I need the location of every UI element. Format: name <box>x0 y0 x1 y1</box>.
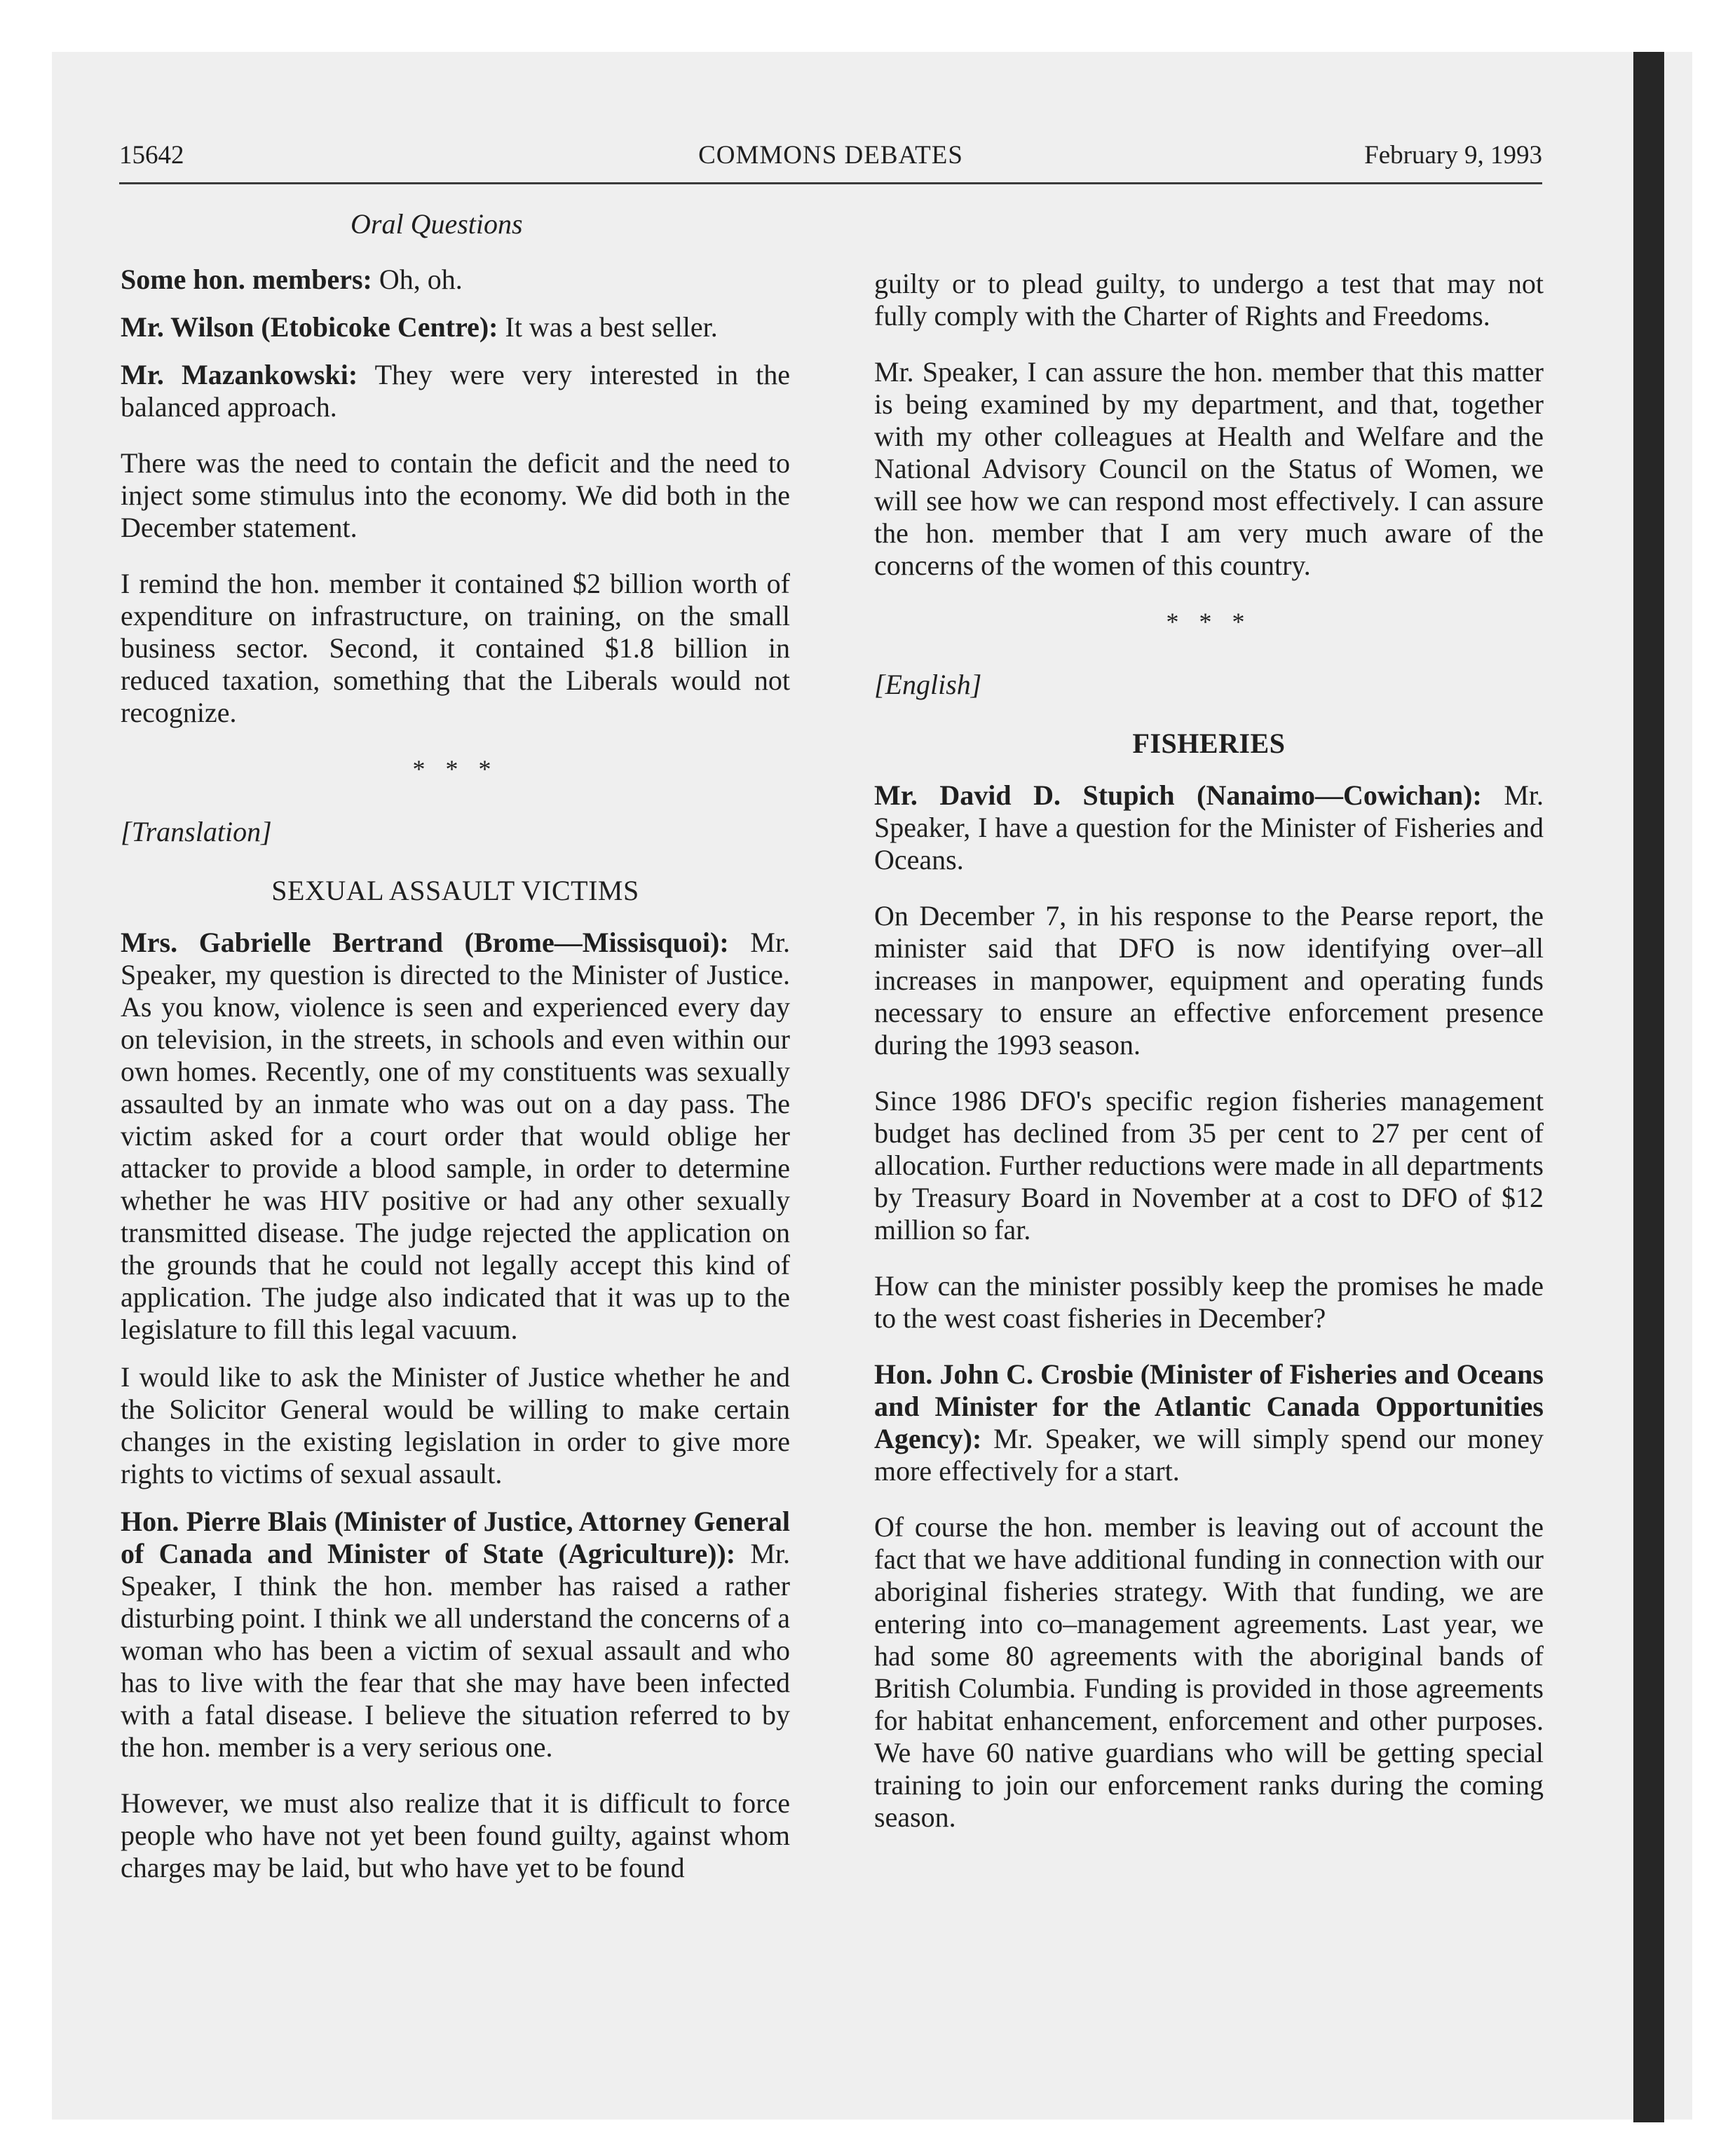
section-separator: * * * <box>1166 608 1252 636</box>
topic-heading: SEXUAL ASSAULT VICTIMS <box>271 875 639 906</box>
language-tag: [English] <box>874 669 982 700</box>
paragraph <box>121 264 790 296</box>
paragraph: I remind the hon. member it contained $2 billion worth of expenditure on infrastructure, on training, on the small business sector. Second, it contained $1.8 billion in reduced taxation, something that the Liberals would not recognize. <box>121 568 790 728</box>
paragraph: I would like to ask the Minister of Justice whether he and the Solicitor General would be willing to make certain changes in the existing legislation in order to give more rights to victims of sexual assault. <box>121 1361 790 1489</box>
paragraph: However, we must also realize that it is difficult to force people who have not yet been found guilty, against whom charges may be laid, but who have yet to be found <box>121 1787 790 1883</box>
paragraph: Since 1986 DFO's specific region fisheries management budget has declined from 35 per cent to 27 per cent of allocation. Further reductions were made in all departments by Treasury Board in November at a cost to DFO of $12 million so far. <box>874 1085 1544 1246</box>
speech-text: Mr. Speaker, I think the hon. member has raised a rather disturbing point. I think we all understand the concerns of a woman who has been a victim of sexual assault and who has to live with the fear that she may have been infected with a fatal disease. I believe the situation referred to by the hon. member is a very serious one. <box>121 1538 790 1763</box>
topic-heading: FISHERIES <box>1132 728 1286 759</box>
paragraph <box>874 1358 1544 1487</box>
left-column <box>121 264 790 1908</box>
speech-text: It was a best seller. <box>498 311 718 343</box>
page-date: February 9, 1993 <box>1364 141 1542 170</box>
speech-text: Mr. Speaker, I have a question for the Minister of Fisheries and Oceans. <box>874 779 1544 875</box>
paragraph: Of course the hon. member is leaving out of account the fact that we have additional funding in connection with our aboriginal fisheries strategy. With that funding, we are entering into co–management agreements. Last year, we had some 80 agreements with the aboriginal bands of British Columbia. Funding is provided in those agreements for habitat enhancement, enforcement and other purposes. We have 60 native guardians who will be getting special training to join our enforcement ranks during the coming season. <box>874 1511 1544 1833</box>
paragraph <box>121 1506 790 1763</box>
language-tag: [Translation] <box>121 816 272 847</box>
speech-text: Oh, oh. <box>372 264 463 295</box>
speaker-name: Some hon. members: <box>121 264 372 295</box>
speech-text: Mr. Speaker, we will simply spend our money more effectively for a start. <box>874 1423 1544 1487</box>
paragraph <box>121 311 790 343</box>
right-column <box>874 268 1544 1857</box>
paragraph: There was the need to contain the deficit and the need to inject some stimulus into the economy. We did both in the December statement. <box>121 447 790 543</box>
speech-text: Mr. Speaker, my question is directed to the Minister of Justice. As you know, violence is seen and experienced every day on television, in the streets, in schools and even within our own homes. Recently, one of my constituents was sexually assaulted by an inmate who was out on a day pass. The victim asked for a court order that would oblige her attacker to provide a blood sample, in order to determine whether he was HIV positive or had any other sexually transmitted disease. The judge rejected the application on the grounds that he could not legally accept this kind of application. The judge also indicated that it was up to the legislature to fill this legal vacuum. <box>121 927 790 1345</box>
section-separator: * * * <box>412 755 498 783</box>
paragraph <box>874 779 1544 876</box>
speaker-name: Mr. David D. Stupich (Nanaimo—Cowichan): <box>874 779 1482 811</box>
speech-text: They were very interested in the balanced approach. <box>121 359 790 423</box>
paragraph <box>121 359 790 423</box>
paragraph: How can the minister possibly keep the promises he made to the west coast fisheries in December? <box>874 1270 1544 1334</box>
paragraph <box>121 927 790 1346</box>
section-title: Oral Questions <box>351 208 523 240</box>
paragraph: Mr. Speaker, I can assure the hon. member that this matter is being examined by my department, and that, together with my other colleagues at Health and Welfare and the National Advisory Council on the Status of Women, we will see how we can respond most effectively. I can assure the hon. member that I am very much aware of the concerns of the women of this country. <box>874 356 1544 581</box>
paragraph: guilty or to plead guilty, to undergo a test that may not fully comply with the Charter of Rights and Freedoms. <box>874 268 1544 332</box>
speaker-name: Hon. John C. Crosbie (Minister of Fisheries and Oceans and Minister for the Atlantic Canada Opportunities Agency): <box>874 1358 1544 1454</box>
speaker-name: Mrs. Gabrielle Bertrand (Brome—Missisquoi): <box>121 927 729 958</box>
speaker-name: Mr. Wilson (Etobicoke Centre): <box>121 311 498 343</box>
publication-title: COMMONS DEBATES <box>698 141 963 170</box>
page-number: 15642 <box>119 141 184 170</box>
scan-edge-bar <box>1633 52 1664 2122</box>
speaker-name: Mr. Mazankowski: <box>121 359 358 390</box>
speaker-name: Hon. Pierre Blais (Minister of Justice, Attorney General of Canada and Minister of State (Agriculture)): <box>121 1506 790 1569</box>
page-header <box>119 140 1542 184</box>
paragraph: On December 7, in his response to the Pearse report, the minister said that DFO is now identifying over–all increases in manpower, equipment and operating funds necessary to ensure an effective enforcement presence during the 1993 season. <box>874 900 1544 1060</box>
